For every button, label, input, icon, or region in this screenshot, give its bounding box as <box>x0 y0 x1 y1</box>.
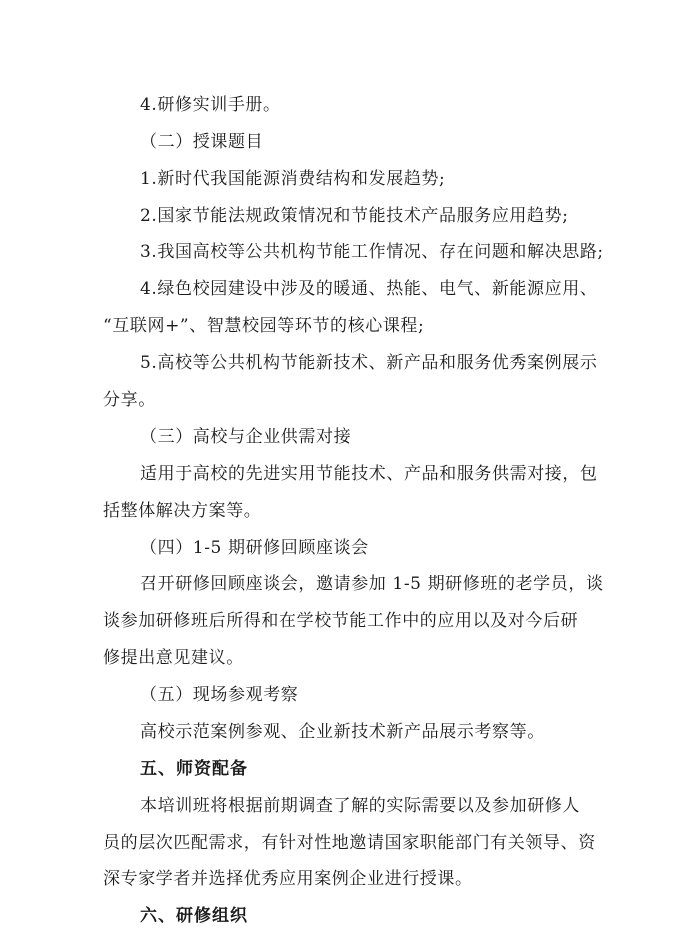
subheading: （五）现场参观考察 <box>140 685 299 705</box>
text-line: 谈参加研修班后所得和在学校节能工作中的应用以及对今后研 <box>103 611 579 631</box>
text-line: 2.国家节能法规政策情况和节能技术产品服务应用趋势; <box>140 206 569 226</box>
text-line: 4.研修实训手册。 <box>140 95 281 115</box>
text-line: 员的层次匹配需求，有针对性地邀请国家职能部门有关领导、资 <box>103 833 596 853</box>
text-line: 修提出意见建议。 <box>103 648 244 668</box>
text-line: “互联网+”、智慧校园等环节的核心课程; <box>103 316 425 336</box>
text-line: 3.我国高校等公共机构节能工作情况、存在问题和解决思路; <box>140 242 604 262</box>
section-heading: 六、研修组织 <box>140 906 248 926</box>
text-line: 分享。 <box>103 390 156 410</box>
section-heading: 五、师资配备 <box>140 759 248 779</box>
text-line: 深专家学者并选择优秀应用案例企业进行授课。 <box>103 869 473 889</box>
text-line: 本培训班将根据前期调查了解的实际需要以及参加研修人 <box>140 796 580 816</box>
text-line: 5.高校等公共机构节能新技术、新产品和服务优秀案例展示 <box>140 353 598 373</box>
text-line: 适用于高校的先进实用节能技术、产品和服务供需对接，包 <box>140 464 598 484</box>
subheading: （四）1-5 期研修回顾座谈会 <box>140 538 369 558</box>
text-line: 括整体解决方案等。 <box>103 501 262 521</box>
text-line: 高校示范案例参观、企业新技术新产品展示考察等。 <box>140 722 545 742</box>
text-line: 4.绿色校园建设中涉及的暖通、热能、电气、新能源应用、 <box>140 279 598 299</box>
subheading: （二）授课题目 <box>140 132 264 152</box>
text-line: 1.新时代我国能源消费结构和发展趋势; <box>140 169 446 189</box>
text-line: 召开研修回顾座谈会，邀请参加 1-5 期研修班的老学员，谈 <box>140 574 604 594</box>
subheading: （三）高校与企业供需对接 <box>140 427 352 447</box>
